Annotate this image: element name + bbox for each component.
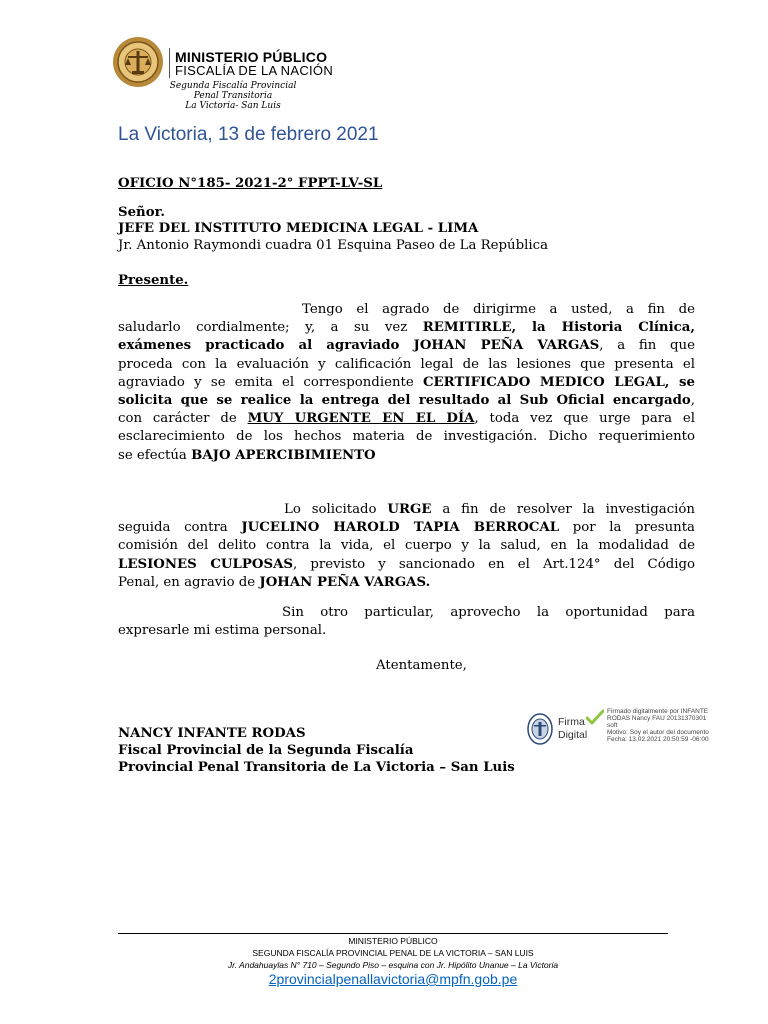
p2-line-4-text: , previsto y sancionado en el Art.124° del Código [293,556,696,572]
sig-line-5: Fecha: 13.02.2021 20:50:59 -06:00 [607,736,709,743]
footer-email-link[interactable]: 2provincialpenallavictoria@mpfn.gob.pe [268,971,518,987]
p2-line-5-text: Penal, en agravio de [118,574,260,590]
p1-line-6-text: , [690,393,695,409]
p1-line-9 [118,447,695,465]
p2-line-1 [118,501,695,519]
office-line-3: La Victoria- San Luis [185,101,281,111]
p3-line-1: Sin otro particular, aprovecho la oportunidad para [282,605,695,620]
p1-line-2-bold: REMITIRLE, la Historia Clínica, [422,320,695,336]
recipient-address: Jr. Antonio Raymondi cuadra 01 Esquina Paseo de La República [118,238,548,253]
digital-label: Digital [558,729,588,741]
signer-role-2: Provincial Penal Transitoria de La Victoria – San Luis [118,760,515,775]
sig-line-2: RODAS Nancy FAU 20131370301 [607,715,707,722]
footer-office: SEGUNDA FISCALÍA PROVINCIAL PENAL DE LA VICTORIA – SAN LUIS [252,948,534,958]
p1-line-3-text: , a fin que [599,338,695,354]
signer-name: NANCY INFANTE RODAS [118,726,306,741]
p1-line-7-bold: MUY URGENTE EN EL DÍA [247,411,475,427]
sig-line-4: Motivo: Soy el autor del documento [607,729,709,736]
p2-line-2 [118,519,695,537]
signer-role-1: Fiscal Provincial de la Segunda Fiscalía [118,743,414,758]
firma-label: Firma [558,716,585,728]
body-paragraph-2 [118,501,695,592]
ministry-name: MINISTERIO PÚBLICO [175,49,328,65]
header-divider [169,48,170,78]
p1-line-9-text: se efectúa [118,447,192,463]
body-paragraph-1 [118,301,695,465]
p1-line-2-text: saludarlo cordialmente; y, a su vez [118,320,423,336]
p1-line-8: esclarecimiento de los hechos materia de investigación. Dicho requerimiento [118,429,695,445]
footer-address: Jr. Andahuaylas N° 710 – Segundo Piso – esquina con Jr. Hipólito Unanue – La Victoria [227,960,559,970]
ministry-seal-icon [112,36,164,88]
fiscalia-name: FISCALÍA DE LA NACIÓN [175,63,334,78]
footer-ministry: MINISTERIO PÚBLICO [348,936,438,946]
footer-divider [118,933,668,934]
p2-line-1-tail: a fin de resolver la investigación [431,502,695,517]
office-line-2: Penal Transitoria [193,91,273,101]
p1-line-5-bold: CERTIFICADO MEDICO LEGAL, se [422,374,695,390]
oficio-number: OFICIO N°185- 2021-2° FPPT-LV-SL [118,176,383,191]
p2-line-5-bold: JOHAN PEÑA VARGAS. [259,574,431,590]
p2-line-1-text: Lo solicitado [284,502,388,517]
signature-details [607,708,709,743]
p2-line-4 [118,556,695,574]
letter-date: La Victoria, 13 de febrero 2021 [118,124,379,145]
p1-line-5 [118,374,695,392]
p1-line-9-bold: BAJO APERCIBIMIENTO [191,447,376,463]
p1-line-3 [118,337,695,355]
p2-line-2-bold: JUCELINO HAROLD TAPIA BERROCAL [241,520,560,536]
p3-line-2: expresarle mi estima personal. [118,623,327,639]
closing-text: Atentamente, [376,658,467,673]
sig-line-3: soft [607,722,618,729]
p1-line-4: proceda con la evaluación y calificación legal de las lesiones que presenta el [118,356,695,372]
p1-line-7-tail: , toda vez que urge para el [474,411,695,427]
recipient-salutation: Señor. [118,205,166,220]
office-line-1: Segunda Fiscalía Provincial [169,81,297,91]
p2-line-3: comisión del delito contra la vida, el cuerpo y la salud, en la modalidad de [118,538,695,554]
sig-line-1: Firmado digitalmente por INFANTE [607,708,709,715]
presente-label: Presente. [118,273,189,288]
p2-line-1-bold: URGE [387,502,432,517]
p1-line-2 [118,319,695,337]
p1-line-3-bold: exámenes practicado al agraviado JOHAN PEÑA VARGAS [118,338,600,354]
check-icon [586,709,604,725]
p1-line-5-text: agraviado y se emita el correspondiente [118,374,423,390]
body-paragraph-3 [118,604,695,640]
p1-line-6-bold: solicita que se realice la entrega del resultado al Sub Oficial encargado [118,393,691,409]
p2-line-2-text: seguida contra [118,520,242,536]
p2-line-5 [118,574,695,592]
p2-line-4-bold: LESIONES CULPOSAS [118,556,293,572]
p1-line-7-text: con carácter de [118,411,248,427]
p1-line-6 [118,392,695,410]
p2-line-2-tail: por la presunta [559,520,695,536]
digital-signature-seal-icon [527,713,553,745]
p1-line-7 [118,410,695,428]
p1-line-1: Tengo el agrado de dirigirme a usted, a fin de [302,302,695,317]
recipient-title: JEFE DEL INSTITUTO MEDICINA LEGAL - LIMA [118,221,479,236]
